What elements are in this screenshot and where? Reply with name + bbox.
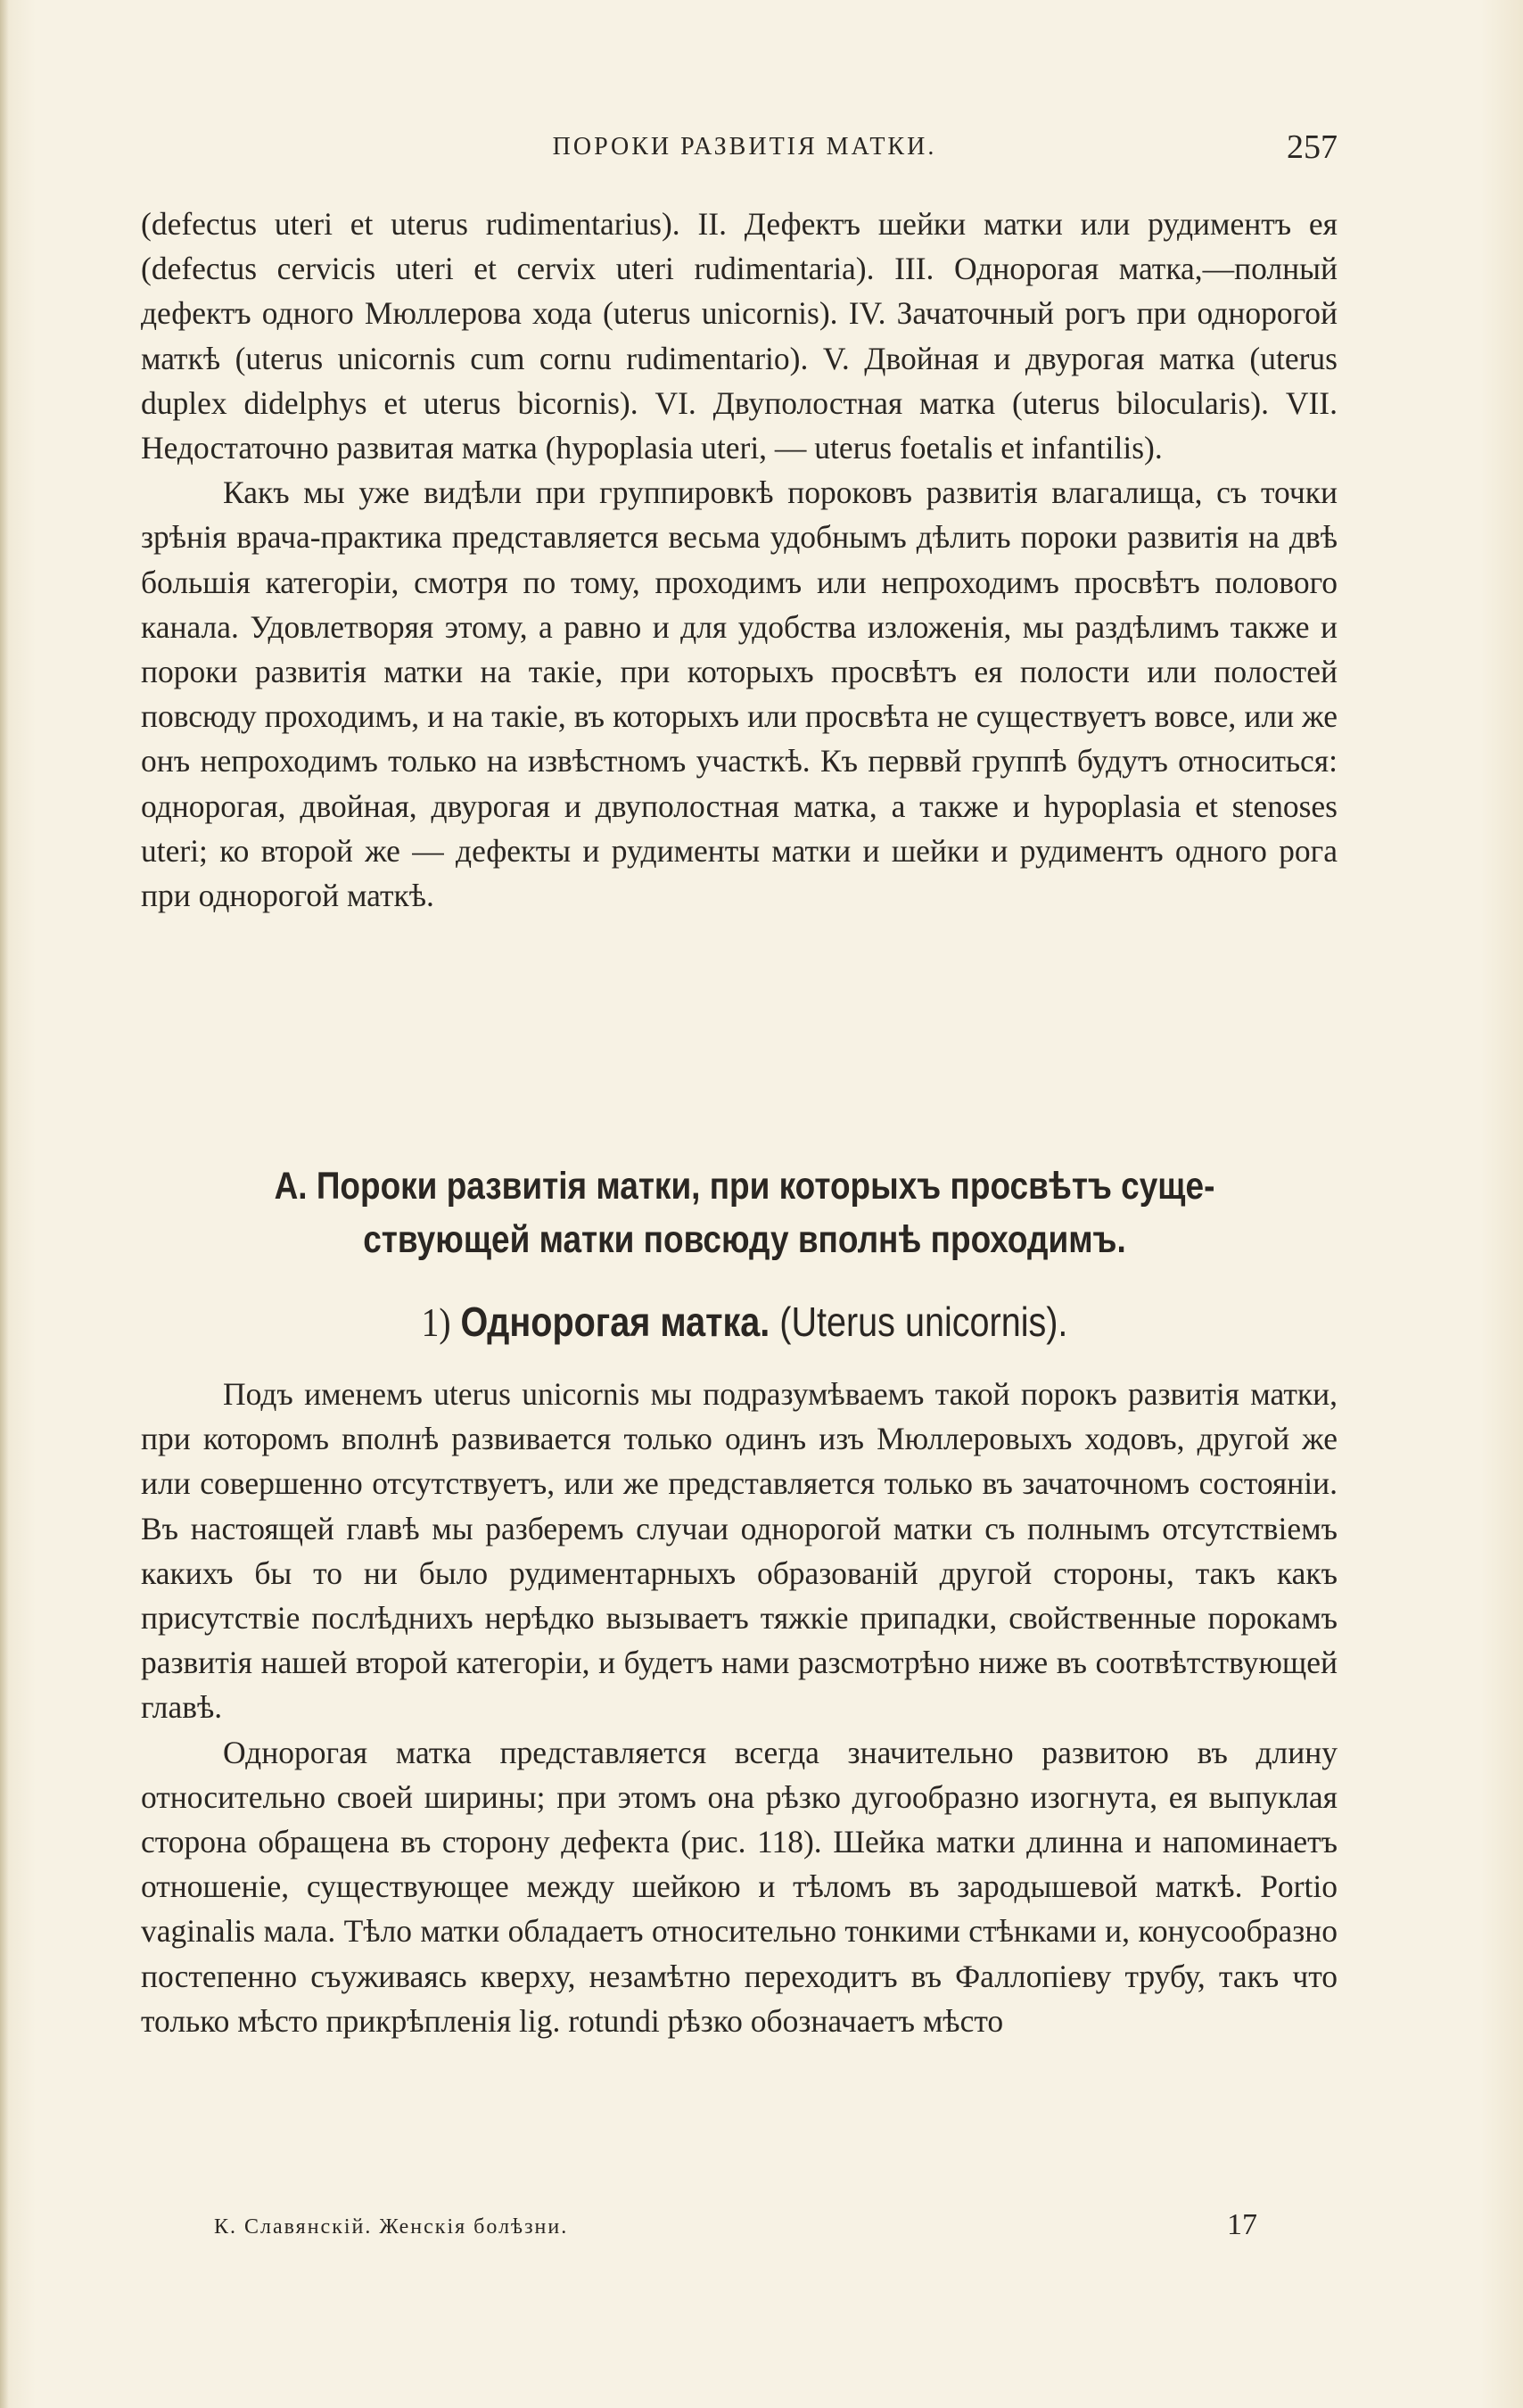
scan-edge-shadow [0, 0, 9, 2408]
subsection-title: Однорогая матка. [460, 1299, 770, 1345]
subsection-number: 1) [421, 1299, 451, 1345]
running-header [152, 128, 1338, 167]
section-heading: A. Пороки развитія матки, при которыхъ просвѣтъ существующей матки повсюду вполнѣ проходимъ. [274, 1165, 1215, 1261]
text-block-lower [141, 1372, 1338, 2043]
footer-signature: К. Славянскій. Женскія болѣзни. [214, 2215, 569, 2239]
running-title: ПОРОКИ РАЗВИТІЯ МАТКИ. [552, 133, 937, 161]
paragraph: Какъ мы уже видѣли при группировкѣ пороковъ развитія влагалища, съ точки зрѣнія врача-практика представляется весьма удобнымъ дѣлить пороки развитія на двѣ большія категоріи, смотря по тому, проходимъ или непроходимъ просвѣтъ полового канала. Удовлетворяя этому, а равно и для удобства изложенія, мы раздѣлимъ также и пороки развитія матки на такіе, при которыхъ просвѣтъ ея полости или полостей повсюду проходимъ, и на такіе, въ которыхъ или просвѣта не существуетъ вовсе, или же онъ непроходимъ только на извѣстномъ участкѣ. Къ перввй группѣ будутъ относиться: однорогая, двойная, двурогая и двуполостная матка, а также и hypoplasia et stenoses uteri; ко второй же — дефекты и рудименты матки и шейки и рудиментъ одного рога при однорогой маткѣ. [141, 474, 1338, 914]
page-footer [214, 2208, 1257, 2244]
paragraph: Подъ именемъ uterus unicornis мы подразумѣваемъ такой порокъ развитія матки, при которомъ вполнѣ развивается только одинъ изъ Мюллеровыхъ ходовъ, другой же или совершенно отсутствуетъ, или же представляется только въ зачаточномъ состояніи. Въ настоящей главѣ мы разберемъ случаи однорогой матки съ полнымъ отсутствіемъ какихъ бы то ни было рудиментарныхъ образованій другой стороны, такъ какъ присутствіе послѣднихъ нерѣдко вызываетъ тяжкіе припадки, свойственные порокамъ развитія нашей второй категоріи, и будетъ нами разсмотрѣно ниже въ соотвѣтствующей главѣ. [141, 1376, 1338, 1726]
subsection-latin-title: (Uterus unicornis). [779, 1299, 1068, 1345]
paragraph: (defectus uteri et uterus rudimentarius). II. Дефектъ шейки матки или рудиментъ ея (defectus cervicis uteri et cervix uteri rudimentaria). III. Однорогая матка,—полный дефектъ одного Мюллерова хода (uterus unicornis). IV. Зачаточный рогъ при однорогой маткѣ (uterus unicornis cum cornu rudimentario). V. Двойная и двурогая матка (uterus duplex didelphys et uterus bicornis). VI. Двуполостная матка (uterus bilocularis). VII. Недостаточно развитая матка (hypoplasia uteri, — uterus foetalis et infantilis). [141, 206, 1338, 466]
page-number: 257 [1287, 128, 1338, 166]
sheet-number: 17 [1227, 2208, 1257, 2241]
subsection-heading [235, 1295, 1255, 1349]
paragraph: Однорогая матка представляется всегда значительно развитою въ длину относительно своей ширины; при этомъ она рѣзко дугообразно изогнута, ея выпуклая сторона обращена въ сторону дефекта (рис. 118). Шейка матки длинна и напоминаетъ отношеніе, существующее между шейкою и тѣломъ въ зародышевой маткѣ. Portio vaginalis мала. Тѣло матки обладаетъ относительно тонкими стѣнками и, конусообразно постепенно съуживаясь кверху, незамѣтно переходитъ въ Фаллопіеву трубу, такъ что только мѣсто прикрѣпленія lig. rotundi рѣзко обозначаетъ мѣсто [141, 1734, 1338, 2039]
text-block-upper [141, 202, 1338, 918]
